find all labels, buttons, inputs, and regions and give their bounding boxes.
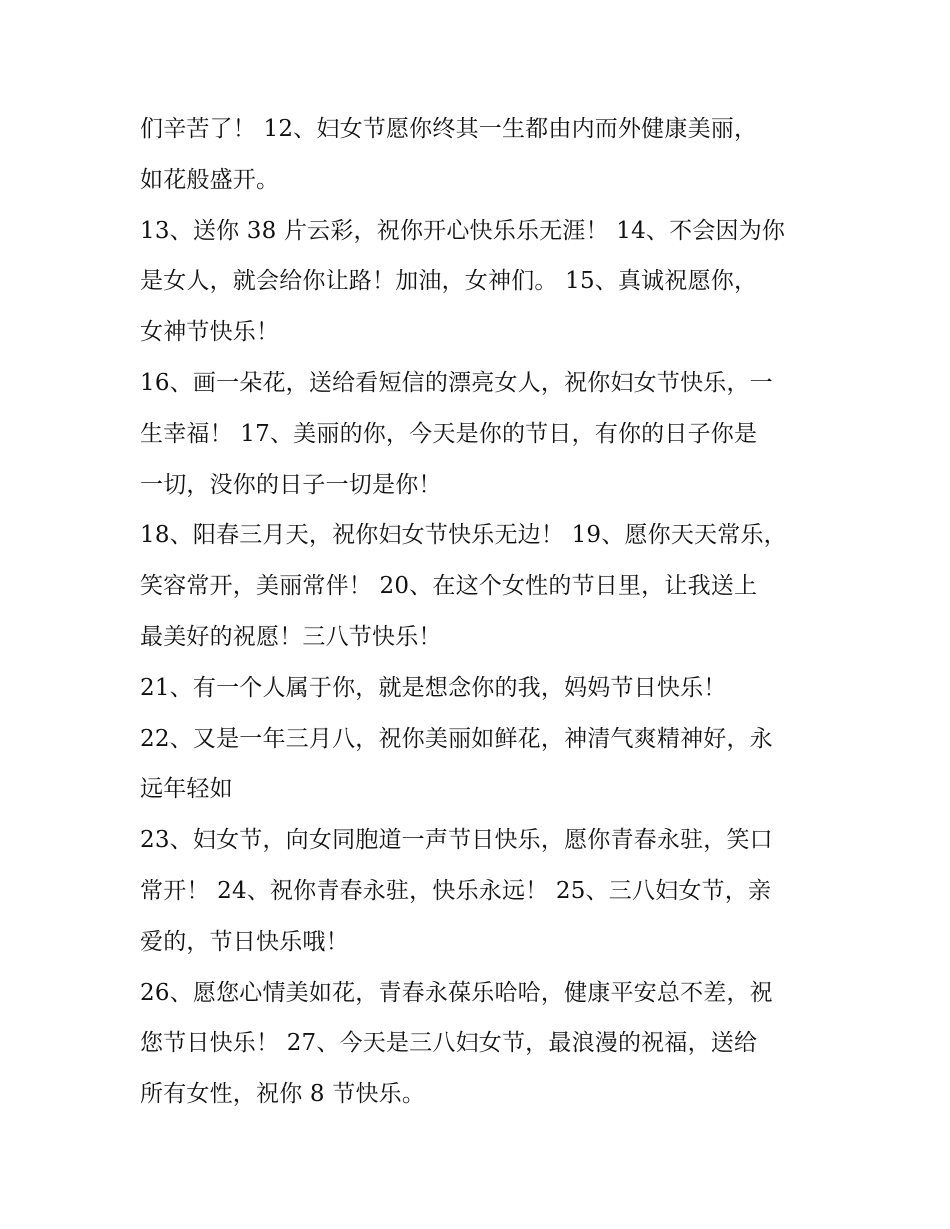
text-line: 们辛苦了！ 12、妇女节愿你终其一生都由内而外健康美丽， [140,116,758,142]
text-line: 是女人，就会给你让路！加油，女神们。 15、真诚祝愿你， [140,268,758,295]
text-line: 一切，没你的日子一切是你！ [140,471,442,498]
text-line: 23、妇女节，向女同胞道一声节日快乐，愿你青春永驻，笑口 [140,827,773,854]
text-line: 13、送你 38 片云彩，祝你开心快乐乐无涯！ 14、不会因为你 [140,217,786,244]
text-line: 常开！ 24、祝你青春永驻，快乐永远！ 25、三八妇女节，亲 [140,877,772,904]
text-line: 16、画一朵花，送给看短信的漂亮女人，祝你妇女节快乐，一 [140,369,773,396]
text-line: 您节日快乐！ 27、今天是三八妇女节，最浪漫的祝福，送给 [140,1030,758,1057]
text-line: 笑容常开，美丽常伴！ 20、在这个女性的节日里，让我送上 [140,573,758,600]
text-line: 远年轻如 [140,776,233,803]
text-line: 女神节快乐！ [140,319,280,346]
text-line: 21、有一个人属于你，就是想念你的我，妈妈节日快乐！ [140,674,727,701]
text-line: 26、愿您心情美如花，青春永葆乐哈哈，健康平安总不差，祝 [140,979,773,1006]
document-body [140,104,820,1120]
text-line: 生幸福！ 17、美丽的你，今天是你的节日，有你的日子你是 [140,420,758,447]
text-line: 爱的，节日快乐哦！ [140,928,349,955]
text-line: 所有女性，祝你 8 节快乐。 [140,1081,426,1108]
text-line: 18、阳春三月天，祝你妇女节快乐无边！ 19、愿你天天常乐， [140,522,787,549]
text-line: 最美好的祝愿！三八节快乐！ [140,623,442,650]
text-line: 22、又是一年三月八，祝你美丽如鲜花，神清气爽精神好，永 [140,725,773,752]
text-line: 如花般盛开。 [140,166,280,193]
